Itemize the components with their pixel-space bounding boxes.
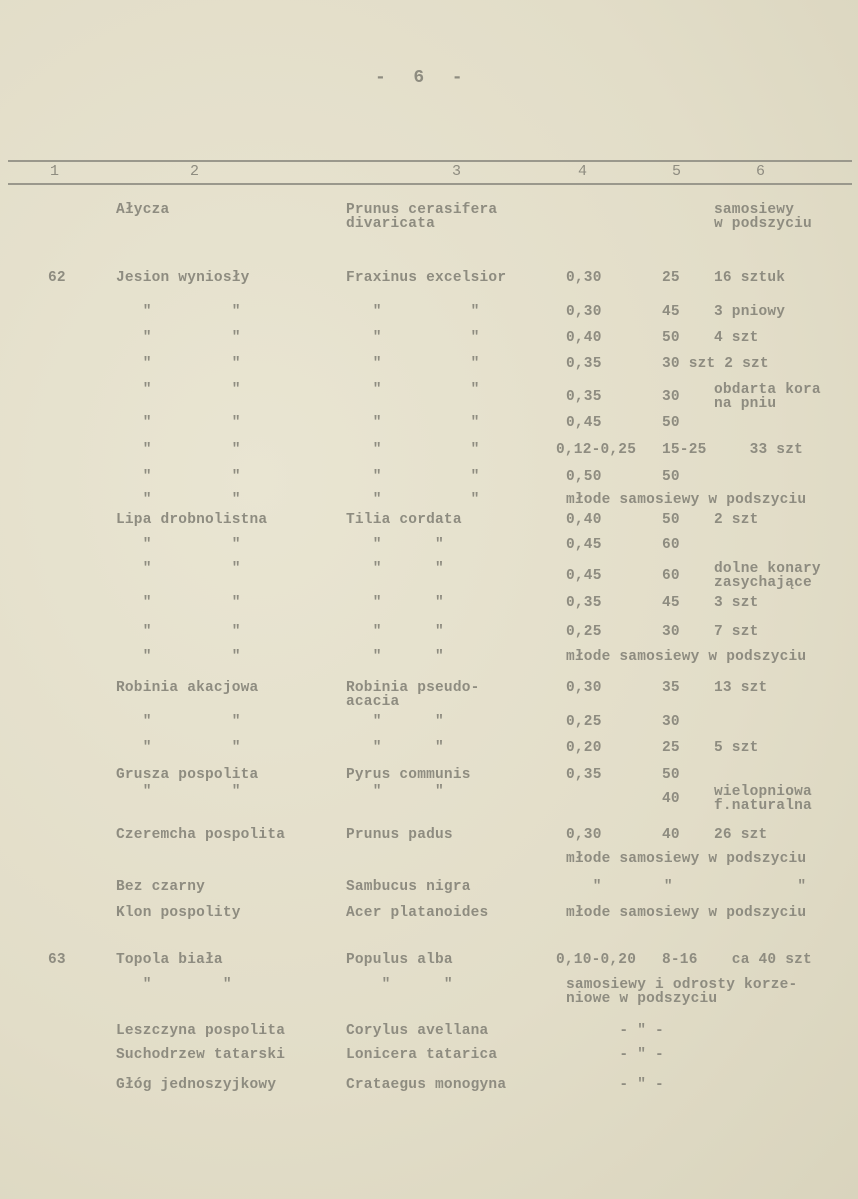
cell-col6: 16 sztuk xyxy=(714,270,786,286)
cell-col5: 35 xyxy=(662,680,680,696)
cell-col2: " " xyxy=(116,537,241,553)
cell-col5: 40 xyxy=(662,791,680,807)
cell-col2: Klon pospolity xyxy=(116,905,241,921)
cell-col3: Tilia cordata xyxy=(346,512,462,528)
cell-col6: ca 40 szt xyxy=(714,952,812,968)
cell-col3: " " xyxy=(346,714,444,730)
cell-col3: " " xyxy=(346,330,480,346)
cell-col3: Acer platanoides xyxy=(346,905,489,921)
cell-col4: 0,10-0,20 xyxy=(556,952,637,968)
cell-col5: 50 xyxy=(662,330,680,346)
cell-col2: " " xyxy=(116,649,241,665)
column-header-6: 6 xyxy=(756,163,766,180)
cell-col3: " " xyxy=(346,977,453,993)
column-header-1: 1 xyxy=(50,163,60,180)
cell-col6: 26 szt xyxy=(714,827,768,843)
cell-col3: " " xyxy=(346,492,480,508)
cell-col4: 0,50 xyxy=(566,469,602,485)
cell-col5: 50 xyxy=(662,767,680,783)
cell-col5: 25 xyxy=(662,270,680,286)
cell-col4: 0,35 xyxy=(566,595,602,611)
cell-col2: " " xyxy=(116,595,241,611)
cell-col3: " " xyxy=(346,304,480,320)
cell-col4: 0,30 xyxy=(566,680,602,696)
cell-col2: Topola biała xyxy=(116,952,223,968)
cell-col2: " " xyxy=(116,469,241,485)
cell-col4: 0,35 xyxy=(566,389,602,405)
cell-col5: 30 szt 2 szt xyxy=(662,356,769,372)
cell-col5: 60 xyxy=(662,537,680,553)
cell-col1: 63 xyxy=(48,952,66,968)
cell-col3: " " xyxy=(346,595,444,611)
cell-col3: " " xyxy=(346,624,444,640)
cell-col3: " " xyxy=(346,415,480,431)
cell-col4: 0,20 xyxy=(566,740,602,756)
cell-col3: Prunus padus xyxy=(346,827,453,843)
cell-col6: 4 szt xyxy=(714,330,759,346)
remarks-span: - " - xyxy=(566,1047,664,1063)
cell-col4: 0,12-0,25 xyxy=(556,442,637,458)
cell-col3: Lonicera tatarica xyxy=(346,1047,498,1063)
cell-col6: wielopniowa f.naturalna xyxy=(714,784,812,814)
cell-col2: " " xyxy=(116,492,241,508)
cell-col5: 50 xyxy=(662,512,680,528)
cell-col1: 62 xyxy=(48,270,66,286)
cell-col6: 7 szt xyxy=(714,624,759,640)
cell-col6: obdarta kora na pniu xyxy=(714,382,821,412)
cell-col3: " " xyxy=(346,442,480,458)
cell-col5: 50 xyxy=(662,415,680,431)
cell-col6: 2 szt xyxy=(714,512,759,528)
cell-col4: 0,45 xyxy=(566,537,602,553)
remarks-span: " " " xyxy=(566,879,807,895)
table-header-rule xyxy=(8,183,852,185)
cell-col4: 0,30 xyxy=(566,270,602,286)
cell-col2: Suchodrzew tatarski xyxy=(116,1047,286,1063)
table-top-rule xyxy=(8,160,852,162)
cell-col4: 0,35 xyxy=(566,356,602,372)
cell-col3: " " xyxy=(346,649,444,665)
cell-col3: Crataegus monogyna xyxy=(346,1077,507,1093)
column-header-3: 3 xyxy=(452,163,462,180)
cell-col4: 0,30 xyxy=(566,827,602,843)
cell-col5: 30 xyxy=(662,714,680,730)
cell-col4: 0,25 xyxy=(566,624,602,640)
cell-col3: " " xyxy=(346,784,444,800)
cell-col2: " " xyxy=(116,330,241,346)
cell-col3: Populus alba xyxy=(346,952,453,968)
cell-col2: Robinia akacjowa xyxy=(116,680,259,696)
cell-col3: Pyrus communis xyxy=(346,767,471,783)
column-header-5: 5 xyxy=(672,163,682,180)
page-number: - 6 - xyxy=(375,68,465,88)
cell-col2: Lipa drobnolistna xyxy=(116,512,268,528)
cell-col3: Prunus cerasifera divaricata xyxy=(346,202,498,232)
cell-col5: 25 xyxy=(662,740,680,756)
cell-col5: 30 xyxy=(662,624,680,640)
cell-col2: " " xyxy=(116,624,241,640)
remarks-span: samosiewy i odrosty korze- niowe w podszyciu xyxy=(566,977,798,1007)
remarks-span: młode samosiewy w podszyciu xyxy=(566,492,807,508)
cell-col6: 13 szt xyxy=(714,680,768,696)
cell-col6: 5 szt xyxy=(714,740,759,756)
cell-col4: 0,40 xyxy=(566,330,602,346)
cell-col4: 0,25 xyxy=(566,714,602,730)
cell-col6: samosiewy w podszyciu xyxy=(714,202,812,232)
column-header-4: 4 xyxy=(578,163,588,180)
remarks-span: młode samosiewy w podszyciu xyxy=(566,649,807,665)
cell-col2: Czeremcha pospolita xyxy=(116,827,286,843)
cell-col5: 30 xyxy=(662,389,680,405)
cell-col3: Fraxinus excelsior xyxy=(346,270,507,286)
cell-col3: " " xyxy=(346,537,444,553)
cell-col2: " " xyxy=(116,415,241,431)
cell-col2: " " xyxy=(116,977,232,993)
cell-col4: 0,40 xyxy=(566,512,602,528)
cell-col2: Bez czarny xyxy=(116,879,206,895)
cell-col3: " " xyxy=(346,356,480,372)
cell-col6: 33 szt xyxy=(714,442,804,458)
cell-col4: 0,35 xyxy=(566,767,602,783)
cell-col4: 0,30 xyxy=(566,304,602,320)
cell-col2: " " xyxy=(116,356,241,372)
cell-col3: " " xyxy=(346,469,480,485)
cell-col2: " " xyxy=(116,740,241,756)
cell-col3: Robinia pseudo- acacia xyxy=(346,680,480,710)
cell-col2: " " xyxy=(116,561,241,577)
remarks-span: młode samosiewy w podszyciu xyxy=(566,851,807,867)
cell-col2: " " xyxy=(116,714,241,730)
cell-col3: " " xyxy=(346,561,444,577)
cell-col3: Sambucus nigra xyxy=(346,879,471,895)
cell-col2: Jesion wyniosły xyxy=(116,270,250,286)
remarks-span: - " - xyxy=(566,1023,664,1039)
cell-col3: " " xyxy=(346,740,444,756)
cell-col5: 8-16 xyxy=(662,952,698,968)
cell-col3: " " xyxy=(346,382,480,398)
cell-col2: Głóg jednoszyjkowy xyxy=(116,1077,277,1093)
cell-col6: 3 pniowy xyxy=(714,304,786,320)
cell-col2: Leszczyna pospolita xyxy=(116,1023,286,1039)
cell-col2: " " xyxy=(116,304,241,320)
cell-col2: Ałycza xyxy=(116,202,170,218)
cell-col5: 40 xyxy=(662,827,680,843)
cell-col2: " " xyxy=(116,442,241,458)
cell-col6: 3 szt xyxy=(714,595,759,611)
cell-col4: 0,45 xyxy=(566,415,602,431)
remarks-span: - " - xyxy=(566,1077,664,1093)
cell-col5: 60 xyxy=(662,568,680,584)
cell-col5: 15-25 xyxy=(662,442,707,458)
cell-col3: Corylus avellana xyxy=(346,1023,489,1039)
remarks-span: młode samosiewy w podszyciu xyxy=(566,905,807,921)
cell-col2: Grusza pospolita xyxy=(116,767,259,783)
cell-col2: " " xyxy=(116,784,241,800)
cell-col5: 45 xyxy=(662,595,680,611)
cell-col4: 0,45 xyxy=(566,568,602,584)
cell-col5: 50 xyxy=(662,469,680,485)
column-header-2: 2 xyxy=(190,163,200,180)
cell-col6: dolne konary zasychające xyxy=(714,561,821,591)
cell-col2: " " xyxy=(116,382,241,398)
cell-col5: 45 xyxy=(662,304,680,320)
